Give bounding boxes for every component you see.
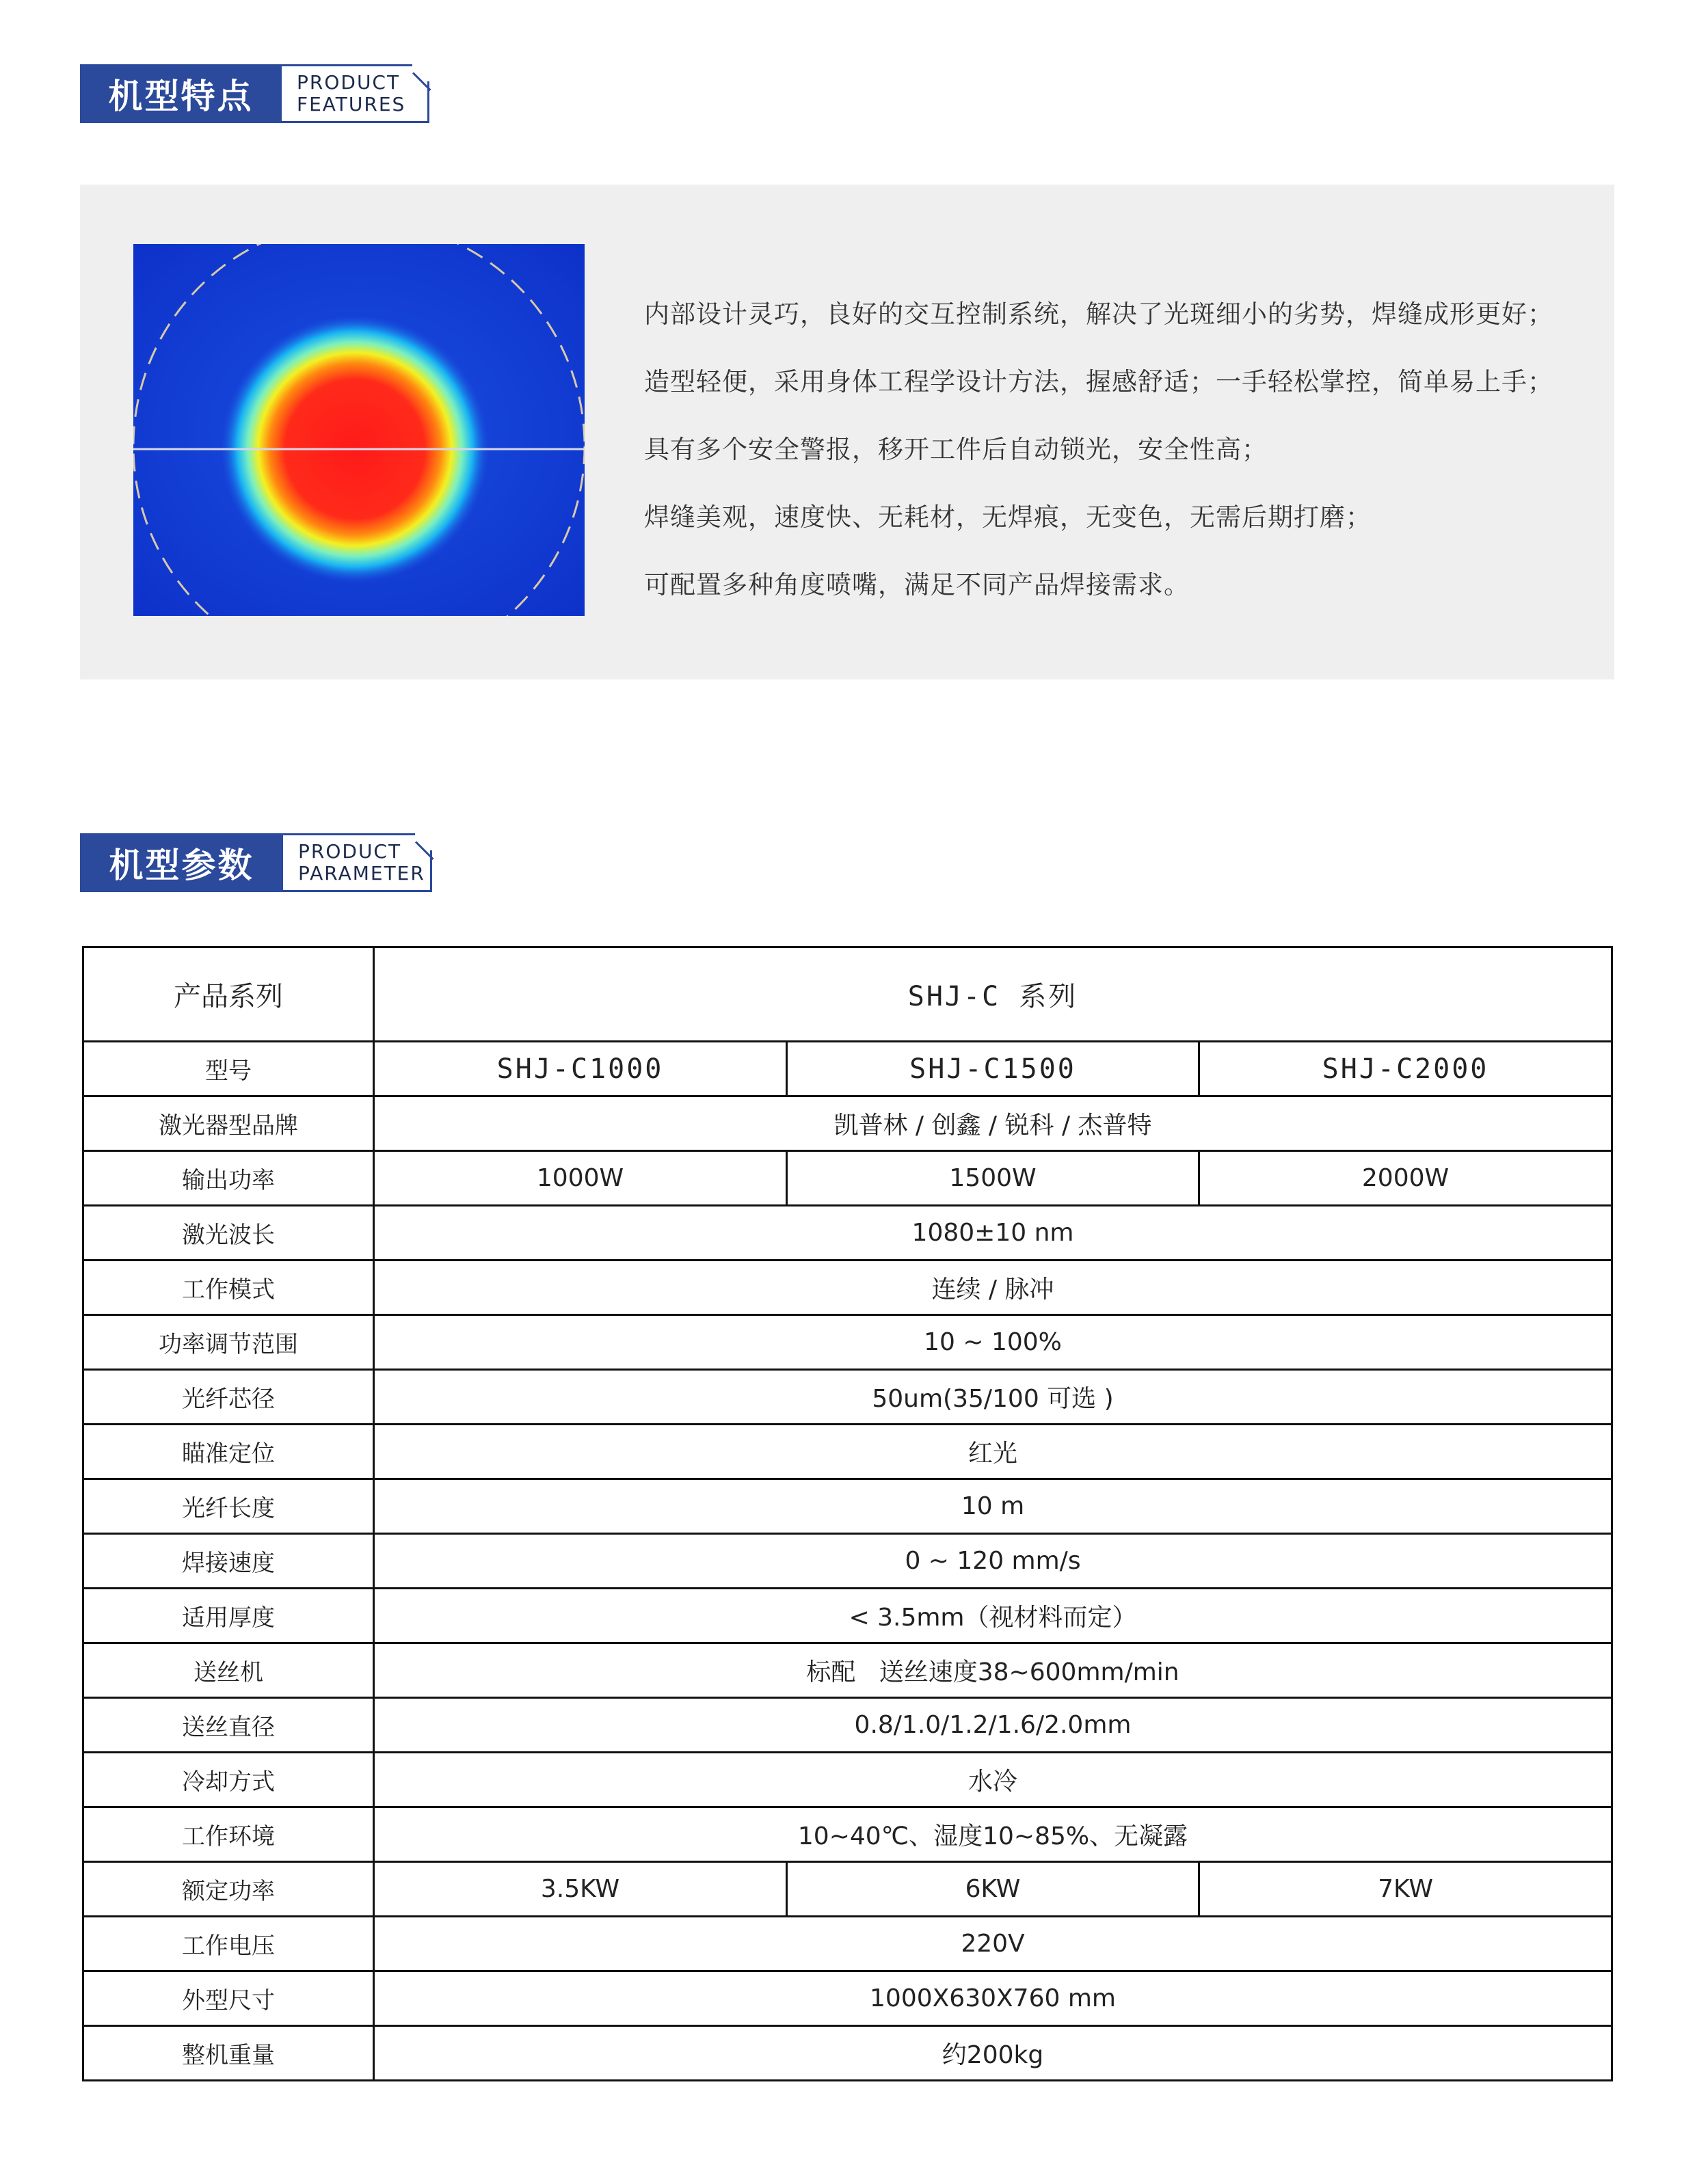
params-title-en-line1: PRODUCT bbox=[298, 840, 402, 863]
cell-label: 功率调节范围 bbox=[83, 1315, 374, 1370]
cell-value: < 3.5mm（视材料而定） bbox=[374, 1589, 1612, 1643]
cell-label: 焊接速度 bbox=[83, 1534, 374, 1589]
cell-label: 工作模式 bbox=[83, 1260, 374, 1315]
cell-value: 1080±10 nm bbox=[374, 1206, 1612, 1260]
cell-label: 产品系列 bbox=[83, 947, 374, 1042]
cell-value: 水冷 bbox=[374, 1753, 1612, 1807]
features-title-en-line2: FEATURES bbox=[297, 93, 406, 116]
feature-item: 焊缝美观，速度快、无耗材，无焊痕，无变色，无需后期打磨； bbox=[644, 502, 1372, 532]
cell-label: 送丝直径 bbox=[83, 1698, 374, 1753]
cell-value: 3.5KW bbox=[374, 1862, 787, 1917]
cell-label: 型号 bbox=[83, 1042, 374, 1096]
cell-value: 约200kg bbox=[374, 2026, 1612, 2081]
params-title-cn: 机型参数 bbox=[80, 833, 283, 892]
cell-value: 10 m bbox=[374, 1479, 1612, 1534]
cell-label: 激光波长 bbox=[83, 1206, 374, 1260]
cell-value: 10~40℃、湿度10~85%、无凝露 bbox=[374, 1807, 1612, 1862]
cell-label: 外型尺寸 bbox=[83, 1971, 374, 2026]
cell-model: SHJ-C2000 bbox=[1199, 1042, 1612, 1096]
cell-value: 1500W bbox=[787, 1151, 1199, 1206]
table-row bbox=[83, 1096, 1612, 1151]
cell-value: 6KW bbox=[787, 1862, 1199, 1917]
feature-item: 具有多个安全警报，移开工件后自动锁光，安全性高； bbox=[644, 435, 1268, 464]
table-row bbox=[83, 2026, 1612, 2081]
table-row bbox=[83, 1534, 1612, 1589]
table-row bbox=[83, 1807, 1612, 1862]
table-row bbox=[83, 1260, 1612, 1315]
cell-value: 50um(35/100 可选 ) bbox=[374, 1370, 1612, 1425]
cell-value: 1000W bbox=[374, 1151, 787, 1206]
table-row bbox=[83, 1917, 1612, 1971]
table-row bbox=[83, 1589, 1612, 1643]
table-row bbox=[83, 1643, 1612, 1698]
table-row bbox=[83, 1151, 1612, 1206]
cell-label: 适用厚度 bbox=[83, 1589, 374, 1643]
cell-model: SHJ-C1000 bbox=[374, 1042, 787, 1096]
cell-value: 红光 bbox=[374, 1425, 1612, 1479]
table-row bbox=[83, 1315, 1612, 1370]
table-row-series bbox=[83, 947, 1612, 1042]
cell-label: 送丝机 bbox=[83, 1643, 374, 1698]
feature-item: 可配置多种角度喷嘴，满足不同产品焊接需求。 bbox=[644, 570, 1190, 599]
cell-value: 凯普林 / 创鑫 / 锐科 / 杰普特 bbox=[374, 1096, 1612, 1151]
cell-value: 0 ~ 120 mm/s bbox=[374, 1534, 1612, 1589]
corner-cut-decoration bbox=[412, 64, 430, 81]
table-row bbox=[83, 1862, 1612, 1917]
cell-value: 7KW bbox=[1199, 1862, 1612, 1917]
cell-label: 冷却方式 bbox=[83, 1753, 374, 1807]
cell-label: 光纤长度 bbox=[83, 1479, 374, 1534]
features-list bbox=[644, 280, 1553, 619]
cell-label: 工作电压 bbox=[83, 1917, 374, 1971]
table-row-model bbox=[83, 1042, 1612, 1096]
cell-label: 光纤芯径 bbox=[83, 1370, 374, 1425]
cell-model: SHJ-C1500 bbox=[787, 1042, 1199, 1096]
table-row bbox=[83, 1971, 1612, 2026]
cell-label: 工作环境 bbox=[83, 1807, 374, 1862]
cell-label: 激光器型品牌 bbox=[83, 1096, 374, 1151]
cell-series-value: SHJ-C 系列 bbox=[374, 947, 1612, 1042]
features-title-cn: 机型特点 bbox=[80, 64, 282, 123]
laser-beam-profile-image bbox=[133, 244, 585, 616]
table-row bbox=[83, 1753, 1612, 1807]
table-row bbox=[83, 1206, 1612, 1260]
params-title-en-line2: PARAMETER bbox=[298, 862, 425, 885]
cell-value: 1000X630X760 mm bbox=[374, 1971, 1612, 2026]
table-row bbox=[83, 1425, 1612, 1479]
features-section-header bbox=[80, 64, 429, 123]
table-row bbox=[83, 1698, 1612, 1753]
params-title-en bbox=[283, 833, 432, 892]
feature-item: 造型轻便，采用身体工程学设计方法，握感舒适；一手轻松掌控，简单易上手； bbox=[644, 367, 1553, 396]
cell-label: 额定功率 bbox=[83, 1862, 374, 1917]
params-section-header bbox=[80, 833, 432, 892]
table-row bbox=[83, 1479, 1612, 1534]
features-title-en bbox=[282, 64, 429, 123]
corner-cut-decoration bbox=[415, 833, 433, 850]
features-title-en-line1: PRODUCT bbox=[297, 71, 401, 94]
cell-label: 整机重量 bbox=[83, 2026, 374, 2081]
cell-value: 10 ~ 100% bbox=[374, 1315, 1612, 1370]
cell-value: 标配 送丝速度38~600mm/min bbox=[374, 1643, 1612, 1698]
cell-value: 0.8/1.0/1.2/1.6/2.0mm bbox=[374, 1698, 1612, 1753]
parameter-table bbox=[82, 946, 1613, 2081]
features-panel bbox=[80, 185, 1614, 679]
cell-value: 220V bbox=[374, 1917, 1612, 1971]
cell-label: 瞄准定位 bbox=[83, 1425, 374, 1479]
cell-value: 2000W bbox=[1199, 1151, 1612, 1206]
table-row bbox=[83, 1370, 1612, 1425]
cell-value: 连续 / 脉冲 bbox=[374, 1260, 1612, 1315]
feature-item: 内部设计灵巧，良好的交互控制系统，解决了光斑细小的劣势，焊缝成形更好； bbox=[644, 299, 1553, 329]
cell-label: 输出功率 bbox=[83, 1151, 374, 1206]
